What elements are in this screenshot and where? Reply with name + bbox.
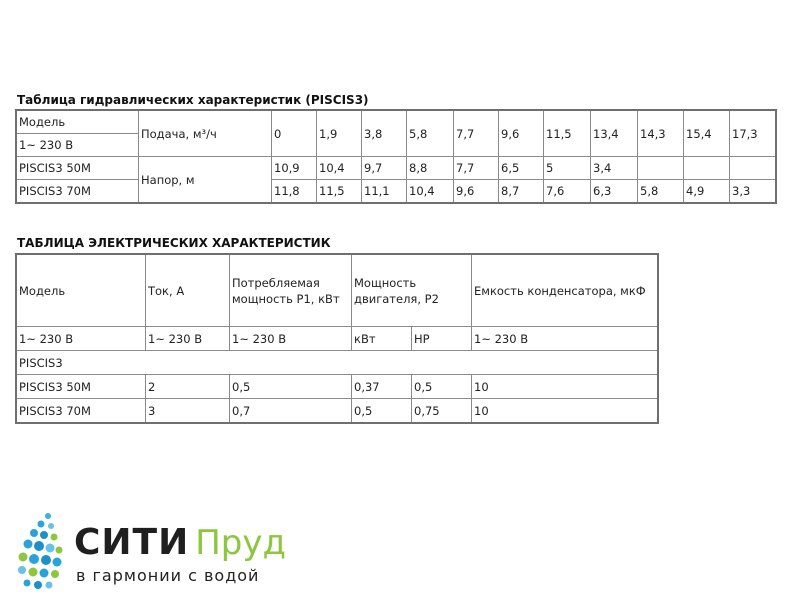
head-cell: 7,7 — [454, 157, 499, 180]
motor-power-header: Мощность двигателя, Р2 — [352, 255, 472, 327]
head-cell: 6,5 — [499, 157, 544, 180]
water-drop-icon — [8, 508, 70, 598]
brand-name-part2: Пруд — [195, 523, 287, 563]
head-cell — [684, 157, 730, 180]
brand-tagline: в гармонии с водой — [76, 566, 260, 585]
flow-cell: 0 — [272, 111, 317, 157]
brand-name — [74, 522, 286, 563]
head-cell — [638, 157, 684, 180]
table-row — [17, 399, 658, 423]
head-cell: 8,8 — [407, 157, 454, 180]
head-cell: 6,3 — [591, 180, 638, 203]
units-cell: 1~ 230 В — [472, 327, 658, 351]
current-cell: 2 — [146, 375, 230, 399]
units-cell: 1~ 230 В — [17, 327, 146, 351]
consumption-header: Потребляемая мощность Р1, кВт — [230, 255, 352, 327]
flow-cell: 13,4 — [591, 111, 638, 157]
head-cell: 11,5 — [317, 180, 362, 203]
p1-cell: 0,5 — [230, 375, 352, 399]
flow-label: Подача, м³/ч — [139, 111, 272, 157]
units-cell: 1~ 230 В — [230, 327, 352, 351]
head-cell: 4,9 — [684, 180, 730, 203]
units-row — [17, 327, 658, 351]
model-header: Модель — [17, 111, 139, 134]
hp-cell: 0,75 — [412, 399, 472, 423]
head-cell — [730, 157, 776, 180]
hydraulic-table-title: Таблица гидравлических характеристик (PISCIS3) — [17, 93, 369, 107]
brand-name-part1: СИТИ — [74, 522, 190, 563]
model-header: Модель — [17, 255, 146, 327]
kw-cell: 0,5 — [352, 399, 412, 423]
model-cell: PISCIS3 70M — [17, 399, 146, 423]
group-cell: PISCIS3 — [17, 351, 658, 375]
current-header: Ток, А — [146, 255, 230, 327]
head-cell: 9,6 — [454, 180, 499, 203]
units-cell: 1~ 230 В — [146, 327, 230, 351]
model-cell: PISCIS3 50M — [17, 375, 146, 399]
capacitor-header: Емкость конденсатора, мкФ — [472, 255, 658, 327]
head-cell: 3,3 — [730, 180, 776, 203]
head-cell: 7,6 — [544, 180, 591, 203]
flow-cell: 11,5 — [544, 111, 591, 157]
table-row — [17, 157, 776, 180]
head-cell: 9,7 — [362, 157, 407, 180]
head-label: Напор, м — [139, 157, 272, 203]
flow-cell: 5,8 — [407, 111, 454, 157]
model-cell: PISCIS3 50M — [17, 157, 139, 180]
model-cell: PISCIS3 70M — [17, 180, 139, 203]
table-row — [17, 180, 776, 203]
p1-cell: 0,7 — [230, 399, 352, 423]
electrical-table — [16, 254, 658, 423]
company-logo — [8, 508, 308, 598]
flow-cell: 7,7 — [454, 111, 499, 157]
flow-cell: 14,3 — [638, 111, 684, 157]
head-cell: 8,7 — [499, 180, 544, 203]
voltage-cell: 1~ 230 В — [17, 134, 139, 157]
head-cell: 10,4 — [317, 157, 362, 180]
flow-cell: 9,6 — [499, 111, 544, 157]
electrical-table-title: ТАБЛИЦА ЭЛЕКТРИЧЕСКИХ ХАРАКТЕРИСТИК — [17, 236, 331, 250]
table-row — [17, 375, 658, 399]
flow-cell: 3,8 — [362, 111, 407, 157]
head-cell: 5 — [544, 157, 591, 180]
capacitor-cell: 10 — [472, 399, 658, 423]
group-row — [17, 351, 658, 375]
current-cell: 3 — [146, 399, 230, 423]
flow-cell: 15,4 — [684, 111, 730, 157]
units-cell: кВт — [352, 327, 412, 351]
kw-cell: 0,37 — [352, 375, 412, 399]
hp-cell: 0,5 — [412, 375, 472, 399]
head-cell: 10,4 — [407, 180, 454, 203]
head-cell: 11,1 — [362, 180, 407, 203]
units-cell: HP — [412, 327, 472, 351]
flow-cell: 17,3 — [730, 111, 776, 157]
head-cell: 11,8 — [272, 180, 317, 203]
capacitor-cell: 10 — [472, 375, 658, 399]
head-cell: 3,4 — [591, 157, 638, 180]
hydraulic-table — [16, 110, 776, 203]
head-cell: 10,9 — [272, 157, 317, 180]
flow-cell: 1,9 — [317, 111, 362, 157]
head-cell: 5,8 — [638, 180, 684, 203]
